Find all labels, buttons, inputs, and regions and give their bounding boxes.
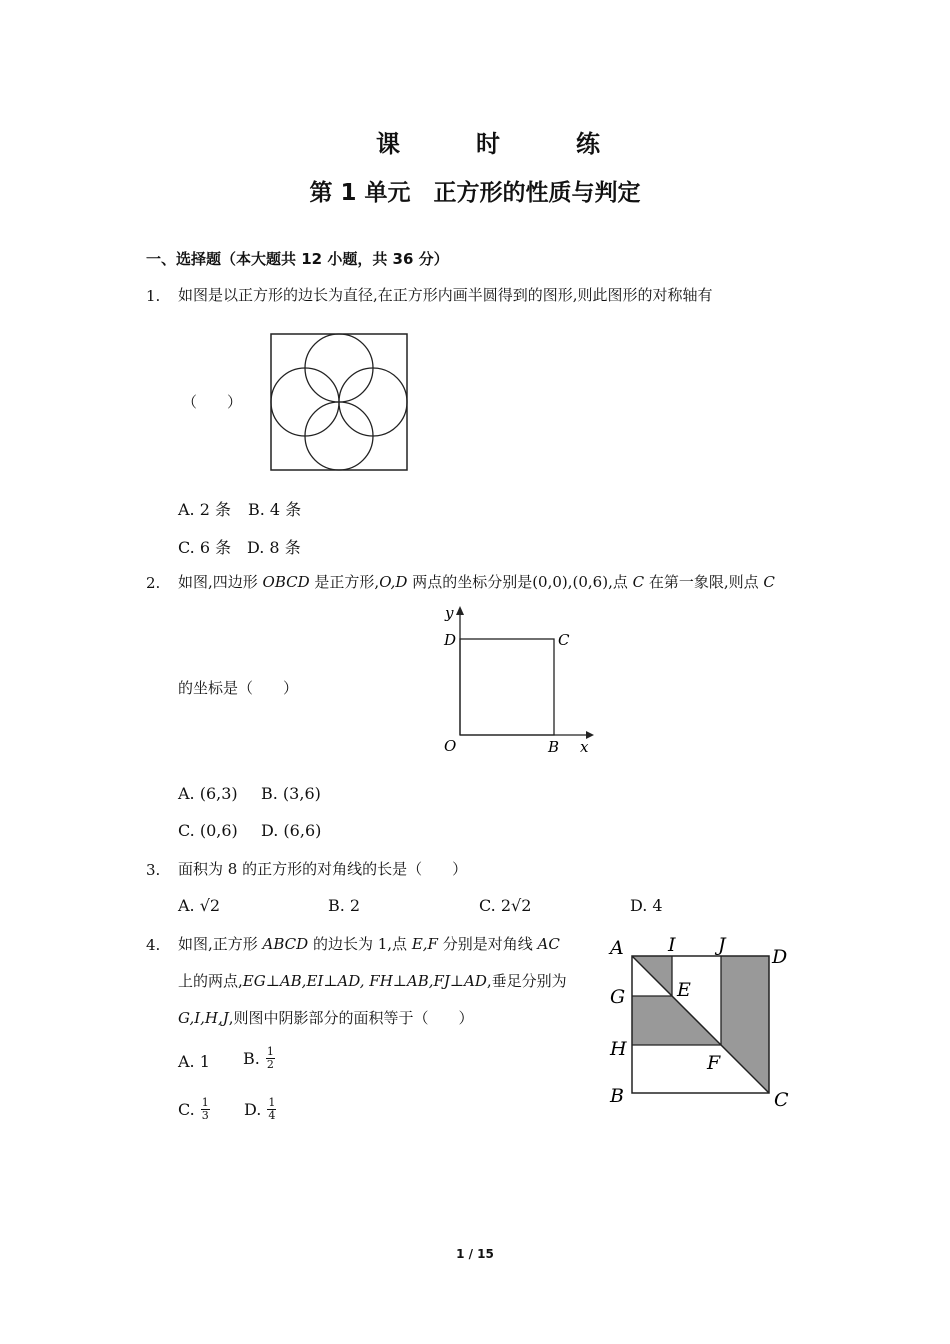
q4-label-i: I [668, 934, 676, 956]
q1-option-a: A. 2 条 [178, 500, 231, 519]
unit-title: 第 1 单元 正方形的性质与判定 [309, 180, 641, 206]
q1-number: 1. [146, 287, 161, 305]
q2-label-y: y [445, 604, 454, 622]
q1-option-b: B. 4 条 [248, 500, 302, 519]
q2-option-b: B. (3,6) [261, 784, 321, 803]
q4-line-3: G,I,H,J,则图中阴影部分的面积等于（ ） [178, 1009, 474, 1027]
q2-option-c: C. (0,6) [178, 821, 238, 840]
page-title: 课 时 练 [376, 130, 626, 158]
q3-option-d: D. 4 [630, 896, 663, 915]
q2-figure [438, 603, 598, 759]
q2-label-d: D [444, 631, 457, 649]
q4-label-a: A [610, 937, 624, 959]
q4-label-e: E [677, 979, 691, 1001]
q2-option-d: D. (6,6) [261, 821, 322, 840]
q3-number: 3. [146, 861, 161, 879]
q4-label-h: H [610, 1038, 627, 1060]
q1-option-d: D. 8 条 [247, 538, 301, 557]
q4-option-c: C. $\frac{1}{3}$ [178, 1096, 209, 1122]
q3-option-a: A. √2 [178, 896, 221, 915]
q4-label-d: D [772, 946, 788, 968]
q4-label-f: F [707, 1052, 721, 1074]
q2-label-b: B [548, 738, 560, 756]
q4-option-b: B. $\frac{1}{2}$ [243, 1045, 274, 1071]
q4-label-g: G [610, 986, 626, 1008]
section-heading: 一、选择题（本大题共 12 小题，共 36 分） [146, 250, 449, 268]
q4-option-d: D. $\frac{1}{4}$ [244, 1096, 276, 1122]
q2-label-c: C [558, 631, 570, 649]
q4-line-1: 如图,正方形 ABCD 的边长为 1,点 E,F 分别是对角线 AC [178, 935, 560, 953]
q4-label-b: B [610, 1085, 624, 1107]
q4-number: 4. [146, 936, 161, 954]
q2-number: 2. [146, 574, 161, 592]
q2-label-x: x [580, 738, 589, 756]
q1-paren: （ ） [182, 393, 243, 411]
q4-figure [604, 932, 800, 1112]
q2-label-o: O [444, 737, 457, 755]
q3-text: 面积为 8 的正方形的对角线的长是（ ） [178, 860, 468, 878]
q4-label-c: C [774, 1089, 789, 1111]
q4-option-a: A. 1 [178, 1052, 210, 1071]
q2-text: 如图,四边形 OBCD 是正方形,O,D 两点的坐标分别是(0,0),(0,6),点 C 在第一象限,则点 C [178, 573, 775, 591]
q2-text-2: 的坐标是（ ） [178, 679, 299, 697]
page-number: 1 / 15 [456, 1247, 494, 1261]
q4-label-j: J [718, 934, 726, 956]
q4-line-2: 上的两点,EG⊥AB,EI⊥AD, FH⊥AB,FJ⊥AD,垂足分别为 [178, 972, 567, 990]
q3-option-c: C. 2√2 [479, 896, 532, 915]
q1-option-c: C. 6 条 [178, 538, 232, 557]
q1-text: 如图是以正方形的边长为直径,在正方形内画半圆得到的图形,则此图形的对称轴有 [178, 286, 713, 304]
q1-figure [268, 331, 410, 473]
q2-option-a: A. (6,3) [178, 784, 238, 803]
q3-option-b: B. 2 [328, 896, 361, 915]
